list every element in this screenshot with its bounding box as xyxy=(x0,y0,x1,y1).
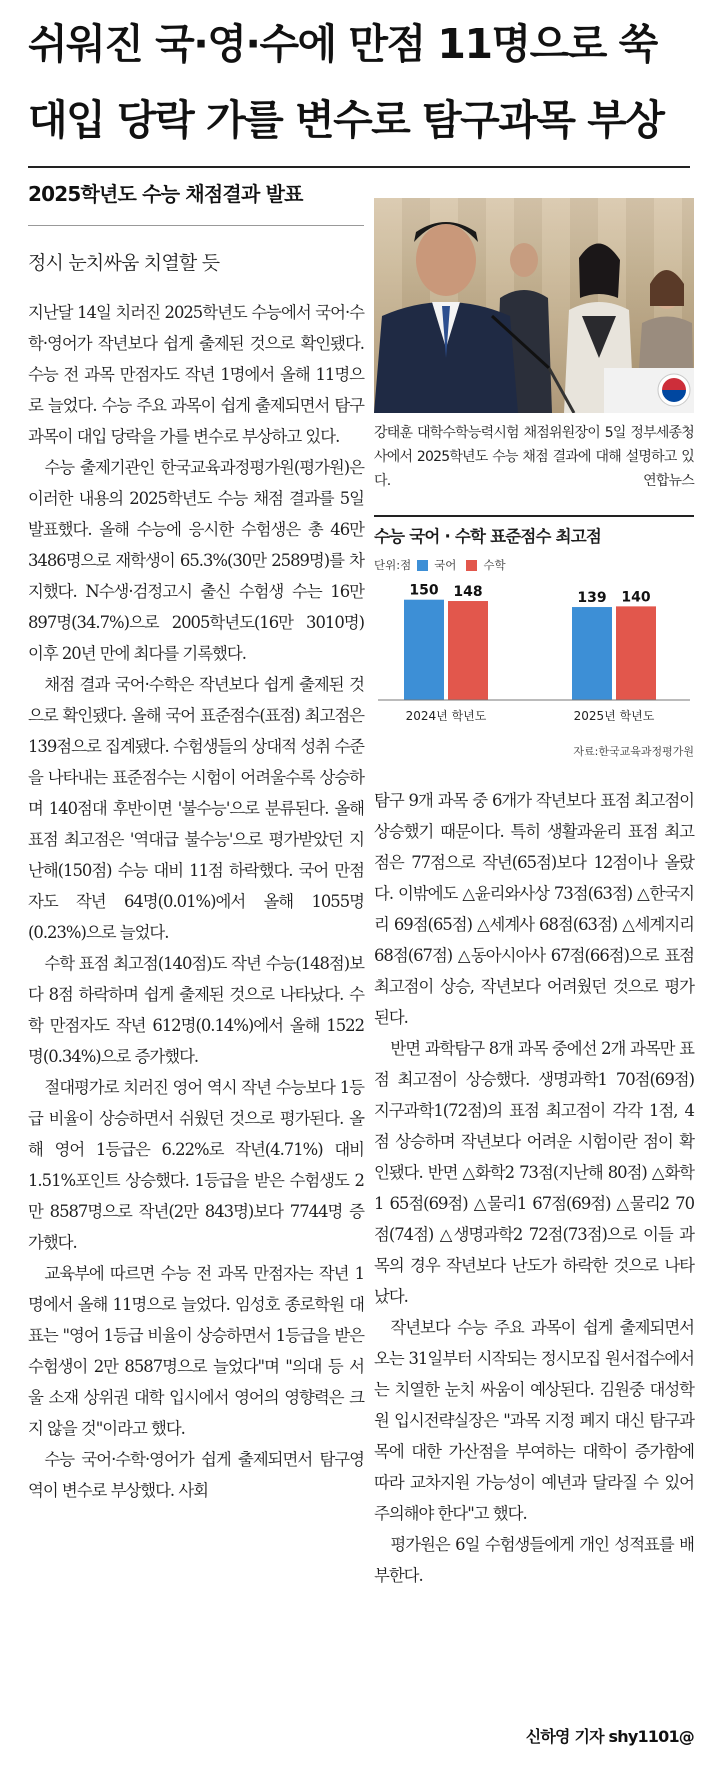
byline: 신하영 기자 shy1101@ xyxy=(525,1727,694,1746)
paragraph: 반면 과학탐구 8개 과목 중에선 2개 과목만 표점 최고점이 상승했다. 생명과학1 70점(69점) 지구과학1(72점)의 표점 최고점이 각각 1점, 4점 상승하며 작년보다 어려운 시험이란 점이 확인됐다. 반면 △화학2 73점(지난해 80점) △화학1 65점(69점) △물리1 67점(69점) △물리2 70점(74점) △생명과학2 72점(73점)으로 이들 과목의 경우 작년보다 난도가 하락한 것으로 나타났다. xyxy=(374,1039,694,1306)
bar-korean-1 xyxy=(572,607,612,700)
deck: 정시 눈치싸움 치열할 듯 xyxy=(28,252,220,274)
paragraph: 지난달 14일 치러진 2025학년도 수능에서 국어·수학·영어가 작년보다 쉽게 출제된 것으로 확인됐다. 수능 전 과목 만점자도 작년 1명에서 올해 11명으로 늘었다. 수능 주요 과목이 쉽게 출제되면서 탐구과목이 대입 당락을 가를 변수로 부상하고 있다. xyxy=(28,303,364,446)
headline-line-2: 대입 당락 가를 변수로 탐구과목 부상 xyxy=(28,96,664,144)
headline xyxy=(28,6,688,158)
paragraph: 수능 출제기관인 한국교육과정평가원(평가원)은 이러한 내용의 2025학년도 수능 채점 결과를 5일 발표했다. 올해 수능에 응시한 수험생은 총 46만 3486명으로 재학생이 65.3%(30만 2589명)를 차지했다. N수생·검정고시 출신 수험생 수는 16만 897명(34.7%)으로 2005학년도(16만 3010명) 이후 20년 만에 최다를 기록했다. xyxy=(28,458,364,663)
chart-plot xyxy=(374,575,694,735)
paragraph: 평가원은 6일 수험생들에게 개인 성적표를 배부한다. xyxy=(374,1535,694,1585)
photo-caption-text: 강태훈 대학수학능력시험 채점위원장이 5일 정부세종청사에서 2025학년도 수능 채점 결과에 대해 설명하고 있다. xyxy=(374,425,694,489)
subheadline-rule xyxy=(28,225,364,226)
bar-value-label: 148 xyxy=(453,584,483,601)
bar-value-label: 150 xyxy=(409,582,439,599)
photo-caption xyxy=(374,421,694,493)
bar-korean-0 xyxy=(404,600,444,700)
chart-source: 자료:한국교육과정평가원 xyxy=(573,745,694,758)
chart-unit: 단위:점 xyxy=(374,558,412,572)
chart-title: 수능 국어 · 수학 표준점수 최고점 xyxy=(374,515,694,555)
headline-rule xyxy=(28,166,690,168)
subheadline: 2025학년도 수능 채점결과 발표 xyxy=(28,182,303,206)
bar-math-1 xyxy=(616,606,656,700)
legend-swatch-korean xyxy=(417,560,428,571)
right-column xyxy=(374,198,694,1591)
article-body-left xyxy=(28,297,364,1506)
x-tick-label: 2024년 학년도 xyxy=(405,709,487,723)
bar-value-label: 140 xyxy=(621,589,651,606)
photo-credit: 연합뉴스 xyxy=(643,473,694,489)
paragraph: 채점 결과 국어·수학은 작년보다 쉽게 출제된 것으로 확인됐다. 올해 국어 표준점수(표점) 최고점은 139점으로 집계됐다. 수험생들의 상대적 성취 수준을 나타내는 표준점수는 시험이 어려울수록 상승하며 140점대 후반이면 '불수능'으로 분류된다. 올해 표점 최고점은 '역대급 불수능'으로 평가받았던 지난해(150점) 수능 대비 11점 하락했다. 국어 만점자도 작년 64명(0.01%)에서 올해 1055명(0.23%)으로 늘었다. xyxy=(28,675,364,942)
legend-swatch-math xyxy=(466,560,477,571)
paragraph: 수학 표점 최고점(140점)도 작년 수능(148점)보다 8점 하락하며 쉽게 출제된 것으로 나타났다. 수학 만점자도 작년 612명(0.14%)에서 올해 1522명(0.34%)으로 증가했다. xyxy=(28,954,364,1066)
headline-line-1: 쉬워진 국·영·수에 만점 11명으로 쑥 xyxy=(28,20,657,68)
x-tick-label: 2025년 학년도 xyxy=(573,709,655,723)
legend-label-korean: 국어 xyxy=(434,558,457,572)
article-body-right xyxy=(374,785,694,1591)
legend-label-math: 수학 xyxy=(483,558,506,572)
press-photo xyxy=(374,198,694,413)
paragraph: 교육부에 따르면 수능 전 과목 만점자는 작년 1명에서 올해 11명으로 늘었다. 임성호 종로학원 대표는 "영어 1등급 비율이 상승하면서 1등급을 받은 수험생이 2만 8587명으로 늘었다"며 "의대 등 서울 소재 상위권 대학 입시에서 영어의 영향력은 크지 않을 것"이라고 했다. xyxy=(28,1264,364,1438)
bar-math-0 xyxy=(448,601,488,700)
chart-legend xyxy=(374,555,694,575)
paragraph: 탐구 9개 과목 중 6개가 작년보다 표점 최고점이 상승했기 때문이다. 특히 생활과윤리 표점 최고점은 77점으로 작년(65점)보다 12점이나 올랐다. 이밖에도 △윤리와사상 73점(63점) △한국지리 69점(65점) △세계사 68점(63점) △세계지리 68점(67점) △동아시아사 67점(66점)으로 표점 최고점이 상승, 작년보다 어려웠던 것으로 평가된다. xyxy=(374,791,694,1027)
paragraph: 절대평가로 치러진 영어 역시 작년 수능보다 1등급 비율이 상승하면서 쉬웠던 것으로 평가된다. 올해 영어 1등급은 6.22%로 작년(4.71%) 대비 1.51%포인트 상승했다. 1등급을 받은 수험생도 2만 8587명으로 작년(2만 843명)보다 7744명 증가했다. xyxy=(28,1078,364,1252)
left-column xyxy=(28,178,364,1506)
bar-value-label: 139 xyxy=(577,590,607,607)
paragraph: 수능 국어·수학·영어가 쉽게 출제되면서 탐구영역이 변수로 부상했다. 사회 xyxy=(28,1450,364,1500)
paragraph: 작년보다 수능 주요 과목이 쉽게 출제되면서 오는 31일부터 시작되는 정시모집 원서접수에서는 치열한 눈치 싸움이 예상된다. 김원중 대성학원 입시전략실장은 "과목 지정 폐지 대신 탐구과목에 대한 가산점을 부여하는 대학이 증가함에 따라 교차지원 가능성이 예년과 달라질 수 있어 주의해야 한다"고 했다. xyxy=(374,1318,694,1523)
score-chart xyxy=(374,515,694,759)
